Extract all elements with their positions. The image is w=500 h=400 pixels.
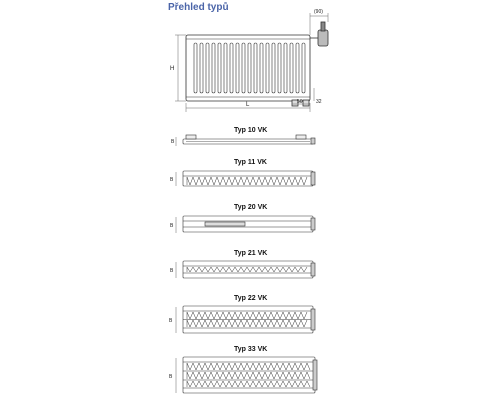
type-10-label: Typ 10 VK (234, 127, 268, 134)
type-22-label: Typ 22 VK (234, 295, 268, 302)
type-21-label: Typ 21 VK (234, 250, 268, 257)
type-33-convector-1 (187, 363, 310, 370)
dim-h-label: H (170, 66, 175, 72)
type-33-dim-b: B (169, 374, 173, 380)
front-view (186, 22, 328, 106)
type-11-dim-b: B (170, 177, 174, 183)
radiator-channels (194, 43, 305, 93)
type-21-section (170, 250, 315, 278)
type-20-dim-b: B (170, 223, 174, 229)
type-21-convector (187, 267, 307, 272)
type-11-section (170, 159, 315, 186)
type-33-section (169, 346, 317, 393)
front-view-labels (170, 9, 323, 108)
type-22-convector-1 (187, 312, 307, 319)
dim-90-label: (90) (314, 9, 323, 15)
type-22-dim-b: B (169, 318, 173, 324)
type-10-dim-b: B (171, 139, 175, 145)
type-20-label: Typ 20 VK (234, 204, 268, 211)
type-11-convector (187, 177, 307, 185)
type-33-convector-2 (187, 372, 310, 379)
page-title: Přehled typů (168, 2, 229, 13)
dim-50-label: 50 (297, 99, 303, 105)
valve-icon (310, 22, 328, 46)
dim-32-label: 32 (316, 99, 322, 105)
type-33-convector-3 (187, 381, 310, 387)
dim-l-label: L (246, 102, 250, 108)
type-21-dim-b: B (170, 268, 174, 274)
type-22-section (169, 295, 315, 333)
type-10-section (171, 127, 315, 146)
type-20-section (170, 204, 315, 233)
type-22-convector-2 (187, 320, 307, 327)
type-11-label: Typ 11 VK (234, 159, 267, 166)
type-33-label: Typ 33 VK (234, 346, 268, 353)
